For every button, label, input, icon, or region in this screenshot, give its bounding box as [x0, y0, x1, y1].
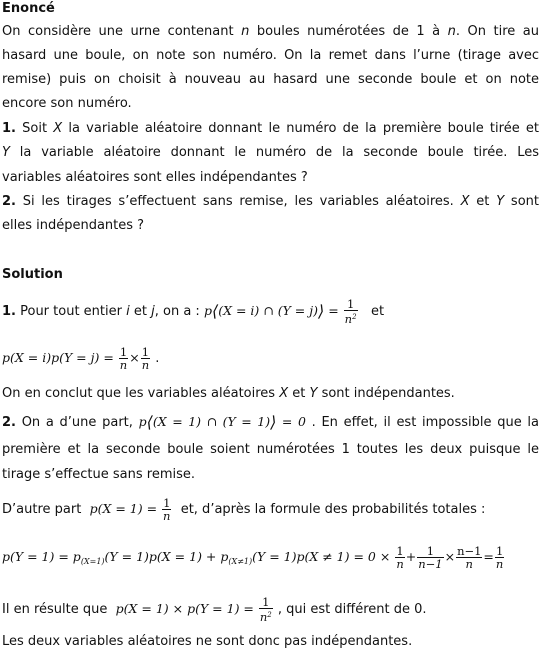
solution-2-other-line: D’autre part p(X = 1) = $\frac{1}{n}$ et, d’après la formule des probabilités totales : — [2, 496, 486, 523]
question-1-line: Y la variable aléatoire donnant le numéro de la seconde boule tirée. Les — [2, 145, 539, 160]
solution-1-line: 1. Pour tout entier i et j, on a : p⟨(X = i) ∩ (Y = j)⟩ = $\frac{1}{n^2}$ et — [2, 297, 385, 326]
enonce-title: Enoncé — [2, 1, 55, 16]
question-2-line: 2. Si les tirages s’effectuent sans remise, les variables aléatoires. X et Y sont — [2, 194, 539, 209]
question-2-line: elles indépendantes ? — [2, 218, 145, 233]
solution-2-line: 2. On a d’une part, p⟨(X = 1) ∩ (Y = 1)⟩ = 0 . En effet, il est impossible que la — [2, 412, 539, 432]
formula-joint-probability: p⟨(X = i) ∩ (Y = j)⟩ = — [203, 301, 343, 321]
question-1-line: variables aléatoires sont elles indépendantes ? — [2, 170, 308, 185]
solution-2-result-line: Il en résulte que p(X = 1) × p(Y = 1) = $\frac{1}{n^2}$ , qui est différent de 0. — [2, 595, 427, 624]
enonce-paragraph-line: encore son numéro. — [2, 96, 132, 111]
solution-2-line: première et la seconde boule soient numérotées 1 toutes les deux puisque le — [2, 442, 539, 457]
total-probability-formula: $p(Y = 1) = p_{(X=1)}(Y = 1)p(X = 1) + p_{(X\ne 1)}(Y = 1)p(X \ne 1) = 0$ × $\frac{1}{n}$ + $\frac{1}{n-1}$ × $\frac{n-1}{n}$ = $\frac{1}{n}$ — [2, 544, 504, 571]
enonce-paragraph-line: hasard une boule, on note son numéro. On la remet dans l’urne (tirage avec — [2, 48, 539, 63]
solution-2-line: tirage s’effectue sans remise. — [2, 467, 195, 482]
enonce-paragraph-line: remise) puis on choisit à nouveau au hasard une seconde boule et on note — [2, 72, 539, 87]
solution-title: Solution — [2, 267, 63, 282]
question-1-line: 1. Soit X la variable aléatoire donnant le numéro de la première boule tirée et — [2, 121, 539, 136]
enonce-paragraph-line: On considère une urne contenant n boules numérotées de 1 à n. On tire au — [2, 24, 539, 39]
solution-1-conclusion: On en conclut que les variables aléatoires X et Y sont indépendantes. — [2, 386, 455, 401]
solution-1-formula-line: p(X = i)p(Y = j) = $\frac{1}{n}$ × $\frac{1}{n}$ . — [2, 345, 160, 372]
final-conclusion: Les deux variables aléatoires ne sont donc pas indépendantes. — [2, 634, 413, 649]
